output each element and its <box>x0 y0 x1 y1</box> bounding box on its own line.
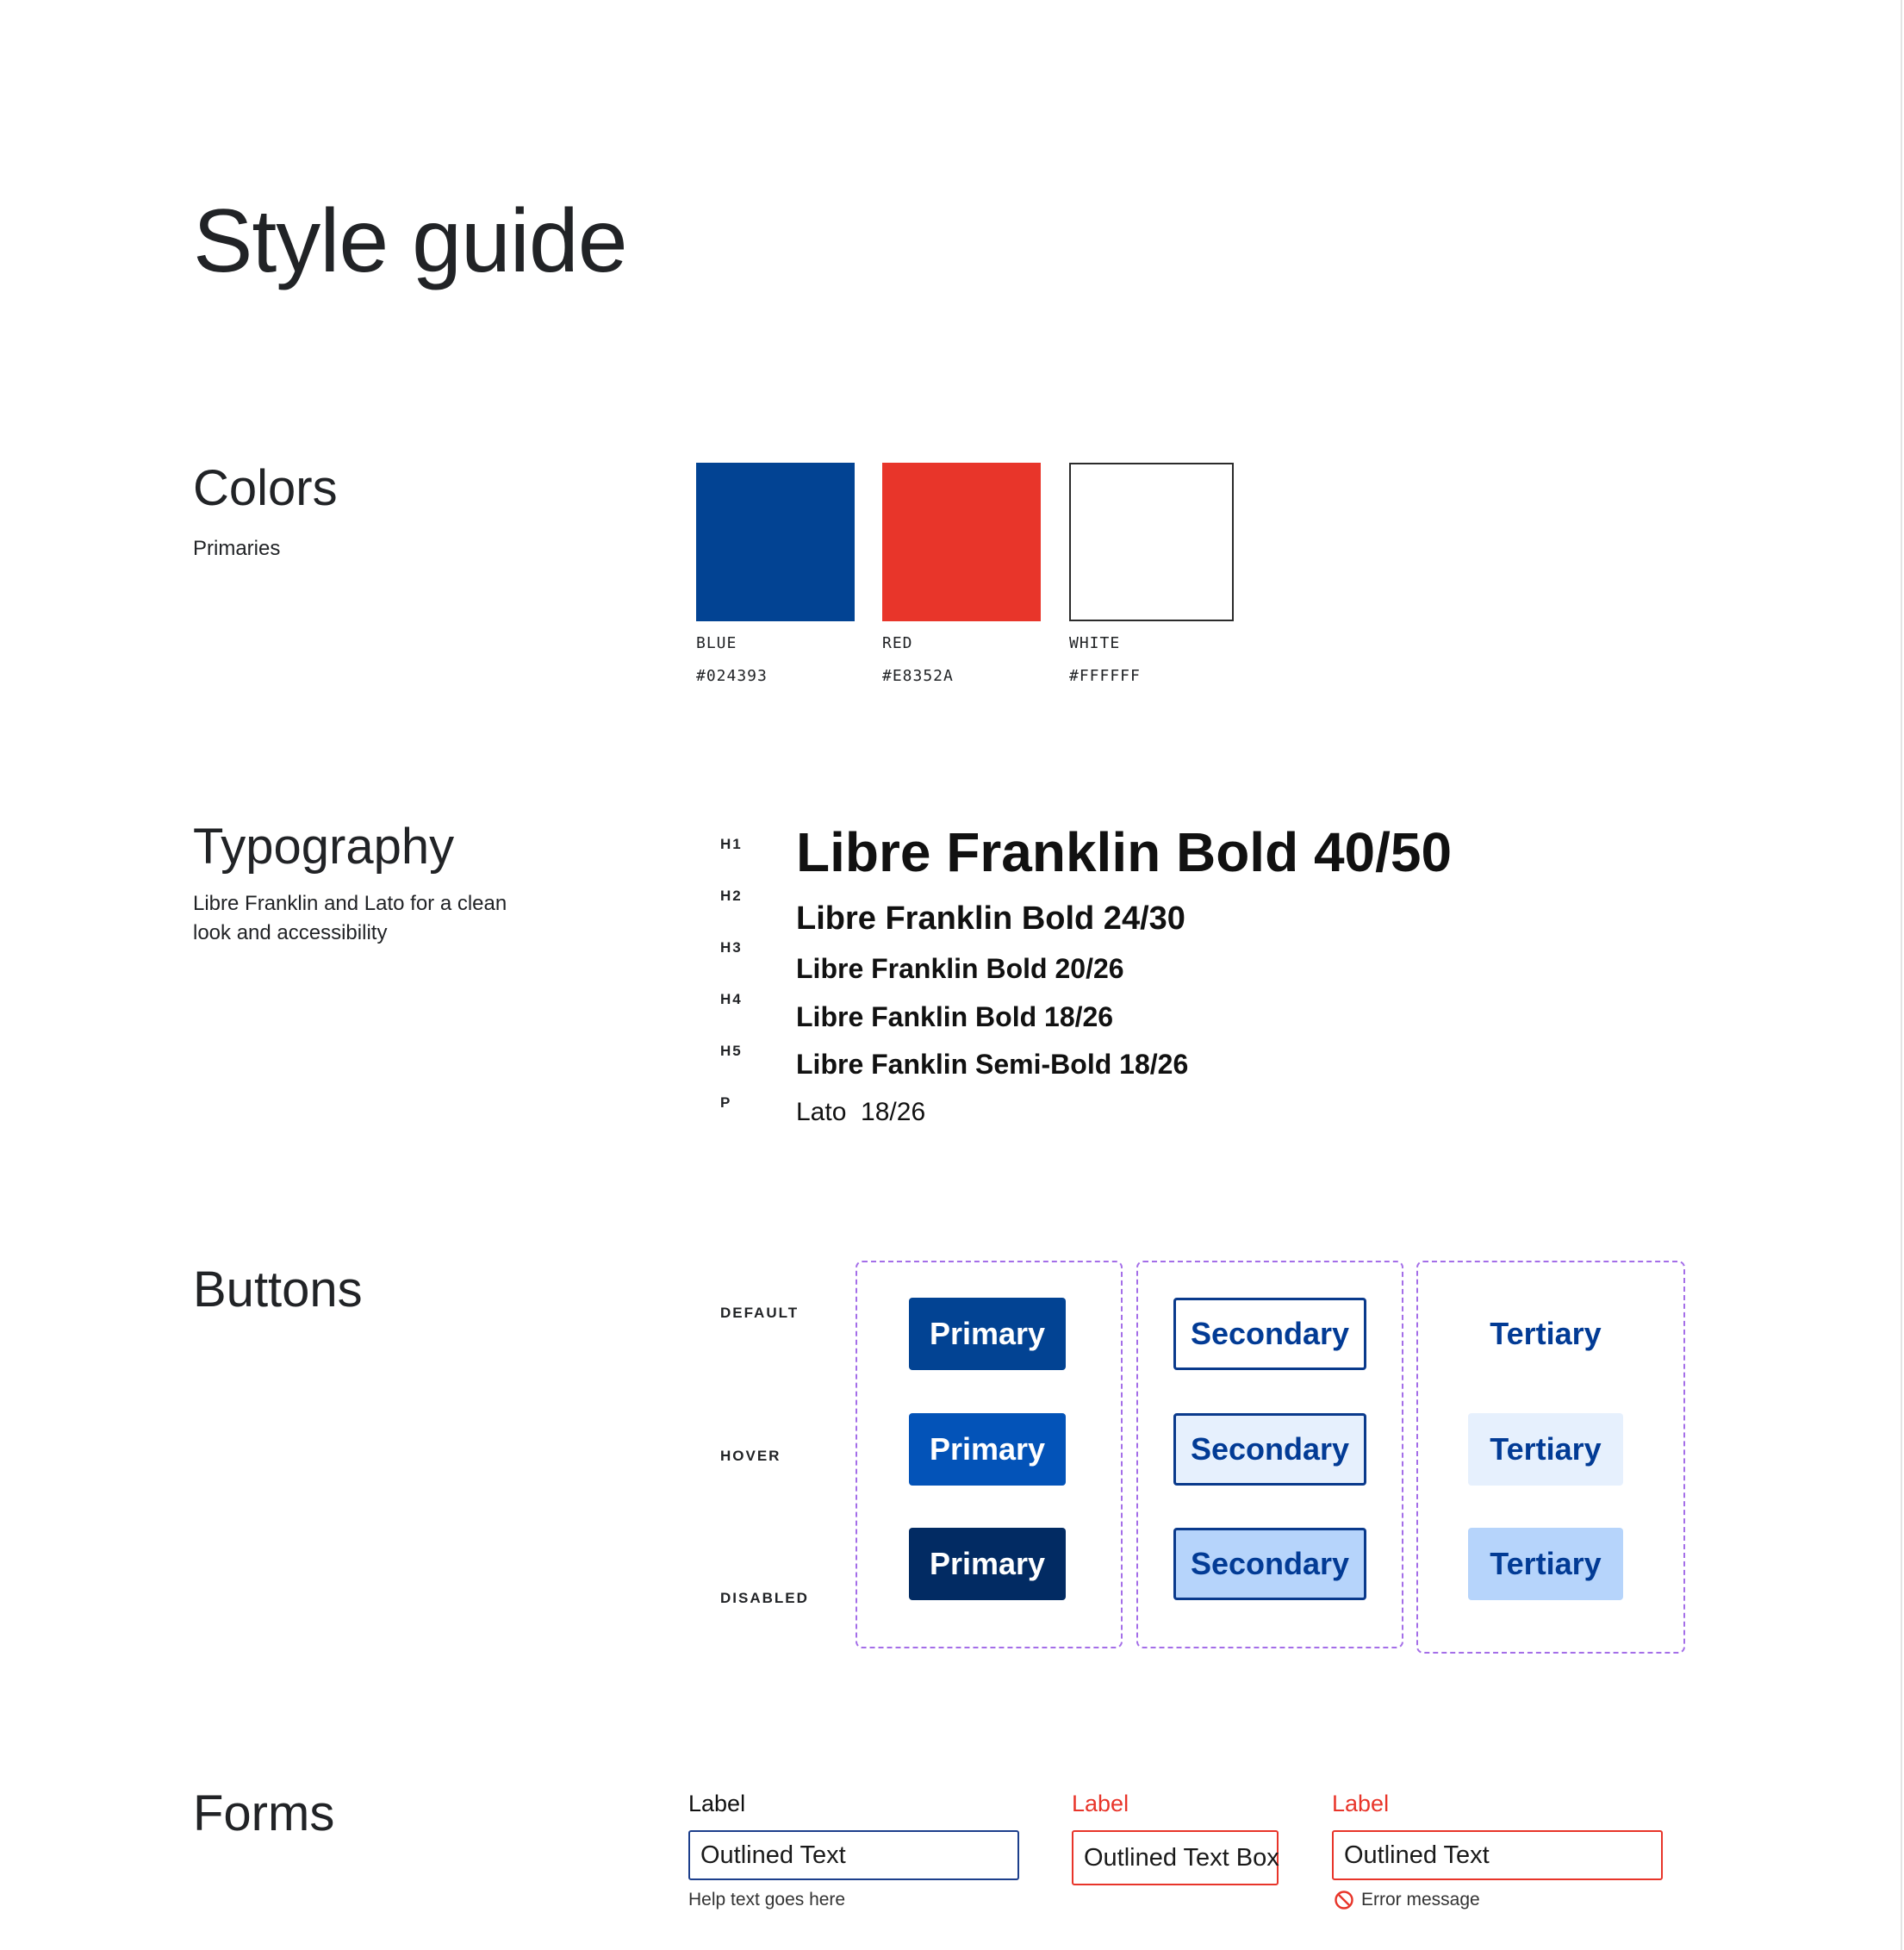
swatch-white-hex: #FFFFFF <box>1069 667 1141 685</box>
tertiary-button-disabled[interactable]: Tertiary <box>1468 1528 1623 1600</box>
state-label-hover: HOVER <box>720 1448 781 1464</box>
tertiary-button-hover[interactable]: Tertiary <box>1468 1413 1623 1486</box>
error-icon <box>1334 1890 1354 1910</box>
type-tag-p: P <box>720 1094 732 1111</box>
secondary-button-disabled[interactable]: Secondary <box>1173 1528 1366 1600</box>
type-tag-h1: H1 <box>720 836 743 852</box>
field-label-error-2: Label <box>1332 1791 1390 1816</box>
primary-button-disabled[interactable]: Primary <box>909 1528 1066 1600</box>
swatch-blue <box>696 463 855 621</box>
type-sample-p: Lato 18/26 <box>796 1098 926 1126</box>
type-sample-h3: Libre Franklin Bold 20/26 <box>796 953 1124 984</box>
tertiary-button-default[interactable]: Tertiary <box>1490 1316 1602 1351</box>
typography-subtitle-line2: look and accessibility <box>193 921 388 944</box>
buttons-heading: Buttons <box>193 1262 363 1318</box>
swatch-blue-name: BLUE <box>696 634 737 652</box>
type-tag-h3: H3 <box>720 939 743 956</box>
outlined-text-box-error[interactable]: Outlined Text Box <box>1072 1830 1279 1885</box>
type-tag-h5: H5 <box>720 1043 743 1059</box>
outlined-text-input[interactable]: Outlined Text <box>688 1830 1019 1880</box>
type-sample-h1: Libre Franklin Bold 40/50 <box>796 821 1453 883</box>
swatch-red-hex: #E8352A <box>882 667 954 685</box>
colors-subtitle: Primaries <box>193 537 281 560</box>
state-label-default: DEFAULT <box>720 1305 800 1321</box>
type-tag-h4: H4 <box>720 991 743 1007</box>
page-title: Style guide <box>193 191 627 291</box>
swatch-red <box>882 463 1041 621</box>
primary-button-default[interactable]: Primary <box>909 1298 1066 1370</box>
field-label-error: Label <box>1072 1791 1129 1816</box>
secondary-button-default[interactable]: Secondary <box>1173 1298 1366 1370</box>
field-error-message: Error message <box>1361 1890 1480 1910</box>
field-label-default: Label <box>688 1791 746 1816</box>
state-label-disabled: DISABLED <box>720 1590 809 1606</box>
swatch-white <box>1069 463 1234 621</box>
swatch-blue-hex: #024393 <box>696 667 768 685</box>
type-tag-h2: H2 <box>720 888 743 904</box>
swatch-red-name: RED <box>882 634 913 652</box>
type-sample-h5: Libre Fanklin Semi-Bold 18/26 <box>796 1049 1189 1080</box>
colors-heading: Colors <box>193 460 338 516</box>
forms-heading: Forms <box>193 1785 335 1841</box>
page-edge-divider <box>1901 0 1902 1950</box>
typography-subtitle-line1: Libre Franklin and Lato for a clean <box>193 892 507 915</box>
primary-button-hover[interactable]: Primary <box>909 1413 1066 1486</box>
secondary-button-hover[interactable]: Secondary <box>1173 1413 1366 1486</box>
type-sample-h4: Libre Fanklin Bold 18/26 <box>796 1001 1114 1032</box>
type-sample-h2: Libre Franklin Bold 24/30 <box>796 900 1185 937</box>
field-help-text: Help text goes here <box>688 1890 846 1910</box>
typography-heading: Typography <box>193 819 455 875</box>
outlined-text-input-error[interactable]: Outlined Text <box>1332 1830 1663 1880</box>
swatch-white-name: WHITE <box>1069 634 1121 652</box>
